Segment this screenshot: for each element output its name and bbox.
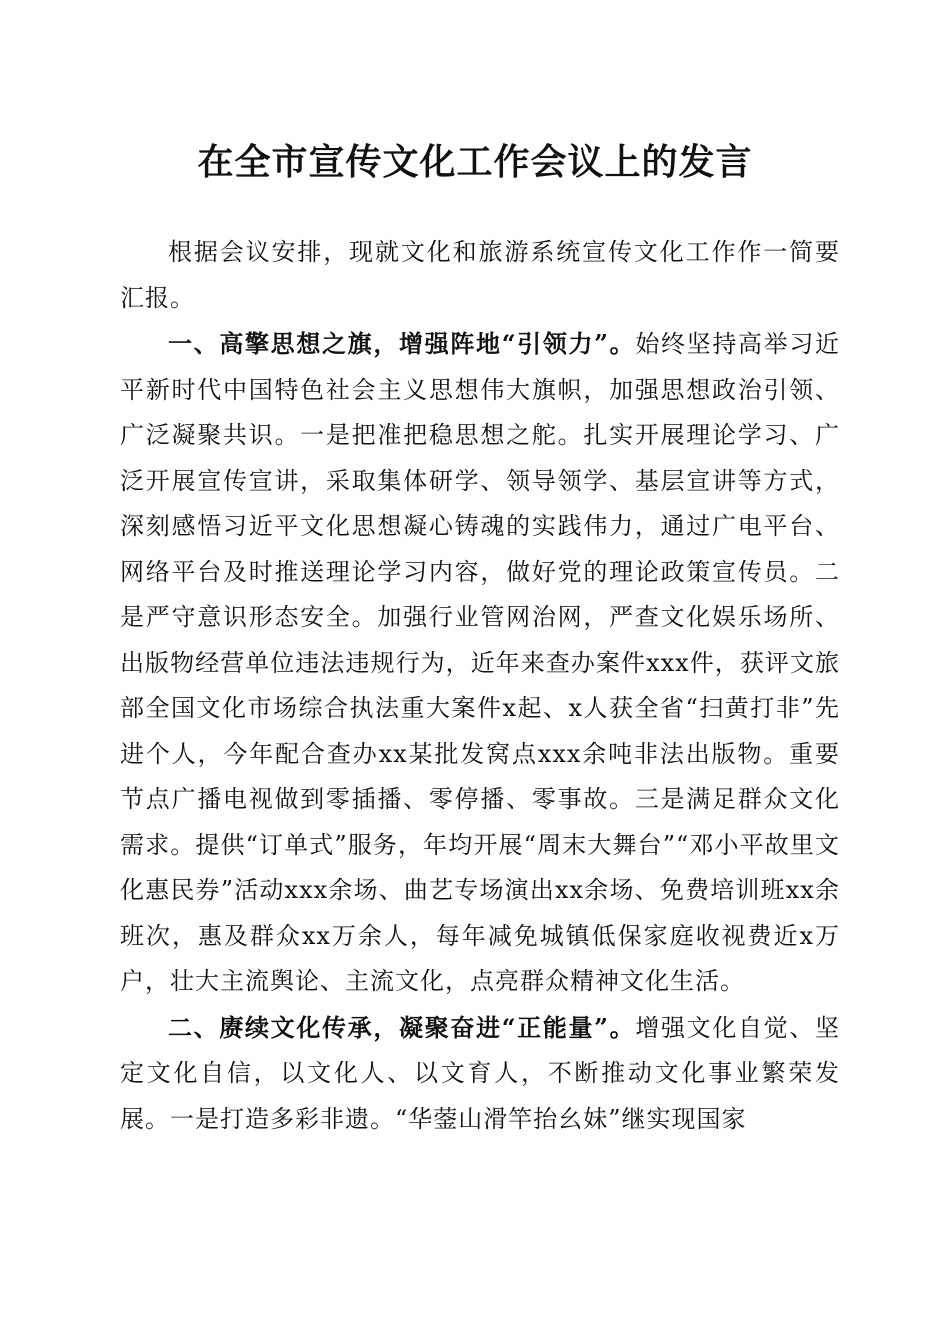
section-text-1: 始终坚持高举习近平新时代中国特色社会主义思想伟大旗帜，加强思想政治引领、广泛凝聚共识。一是把准把稳思想之舵。扎实开展理论学习、广泛开展宣传宣讲，采取集体研学、领导领学、基层宣讲等方式，深刻感悟习近平文化思想凝心铸魂的实践伟力，通过广电平台、网络平台及时推送理论学习内容，做好党的理论政策宣传员。二是严守意识形态安全。加强行业管网治网，严查文化娱乐场所、出版物经营单位违法违规行为，近年来查办案件xxx件，获评文旅部全国文化市场综合执法重大案件x起、x人获全省“扫黄打非”先进个人，今年配合查办xx某批发窝点xxx余吨非法出版物。重要节点广播电视做到零插播、零停播、零事故。三是满足群众文化需求。提供“订单式”服务，年均开展“周末大舞台”“邓小平故里文化惠民券”活动xxx余场、曲艺专场演出xx余场、免费培训班xx余班次，惠及群众xx万余人，每年减免城镇低保家庭收视费近x万户，壮大主流舆论、主流文化，点亮群众精神文化生活。 [120, 330, 841, 995]
section-paragraph-2 [120, 1005, 840, 1143]
section-text-2: 增强文化自觉、坚定文化自信，以文化人、以文育人，不断推动文化事业繁荣发展。一是打造多彩非遗。“华蓥山滑竿抬幺妹”继实现国家 [120, 1013, 841, 1133]
section-paragraph-1 [120, 321, 840, 1005]
document-title: 在全市宣传文化工作会议上的发言 [197, 141, 753, 183]
document-body [120, 230, 840, 1142]
intro-paragraph: 根据会议安排，现就文化和旅游系统宣传文化工作作一简要汇报。 [120, 238, 840, 312]
section-heading-2: 二、赓续文化传承，凝聚奋进“正能量”。 [168, 1012, 636, 1042]
section-heading-1: 一、高擎思想之旗，增强阵地“引领力”。 [168, 329, 636, 358]
